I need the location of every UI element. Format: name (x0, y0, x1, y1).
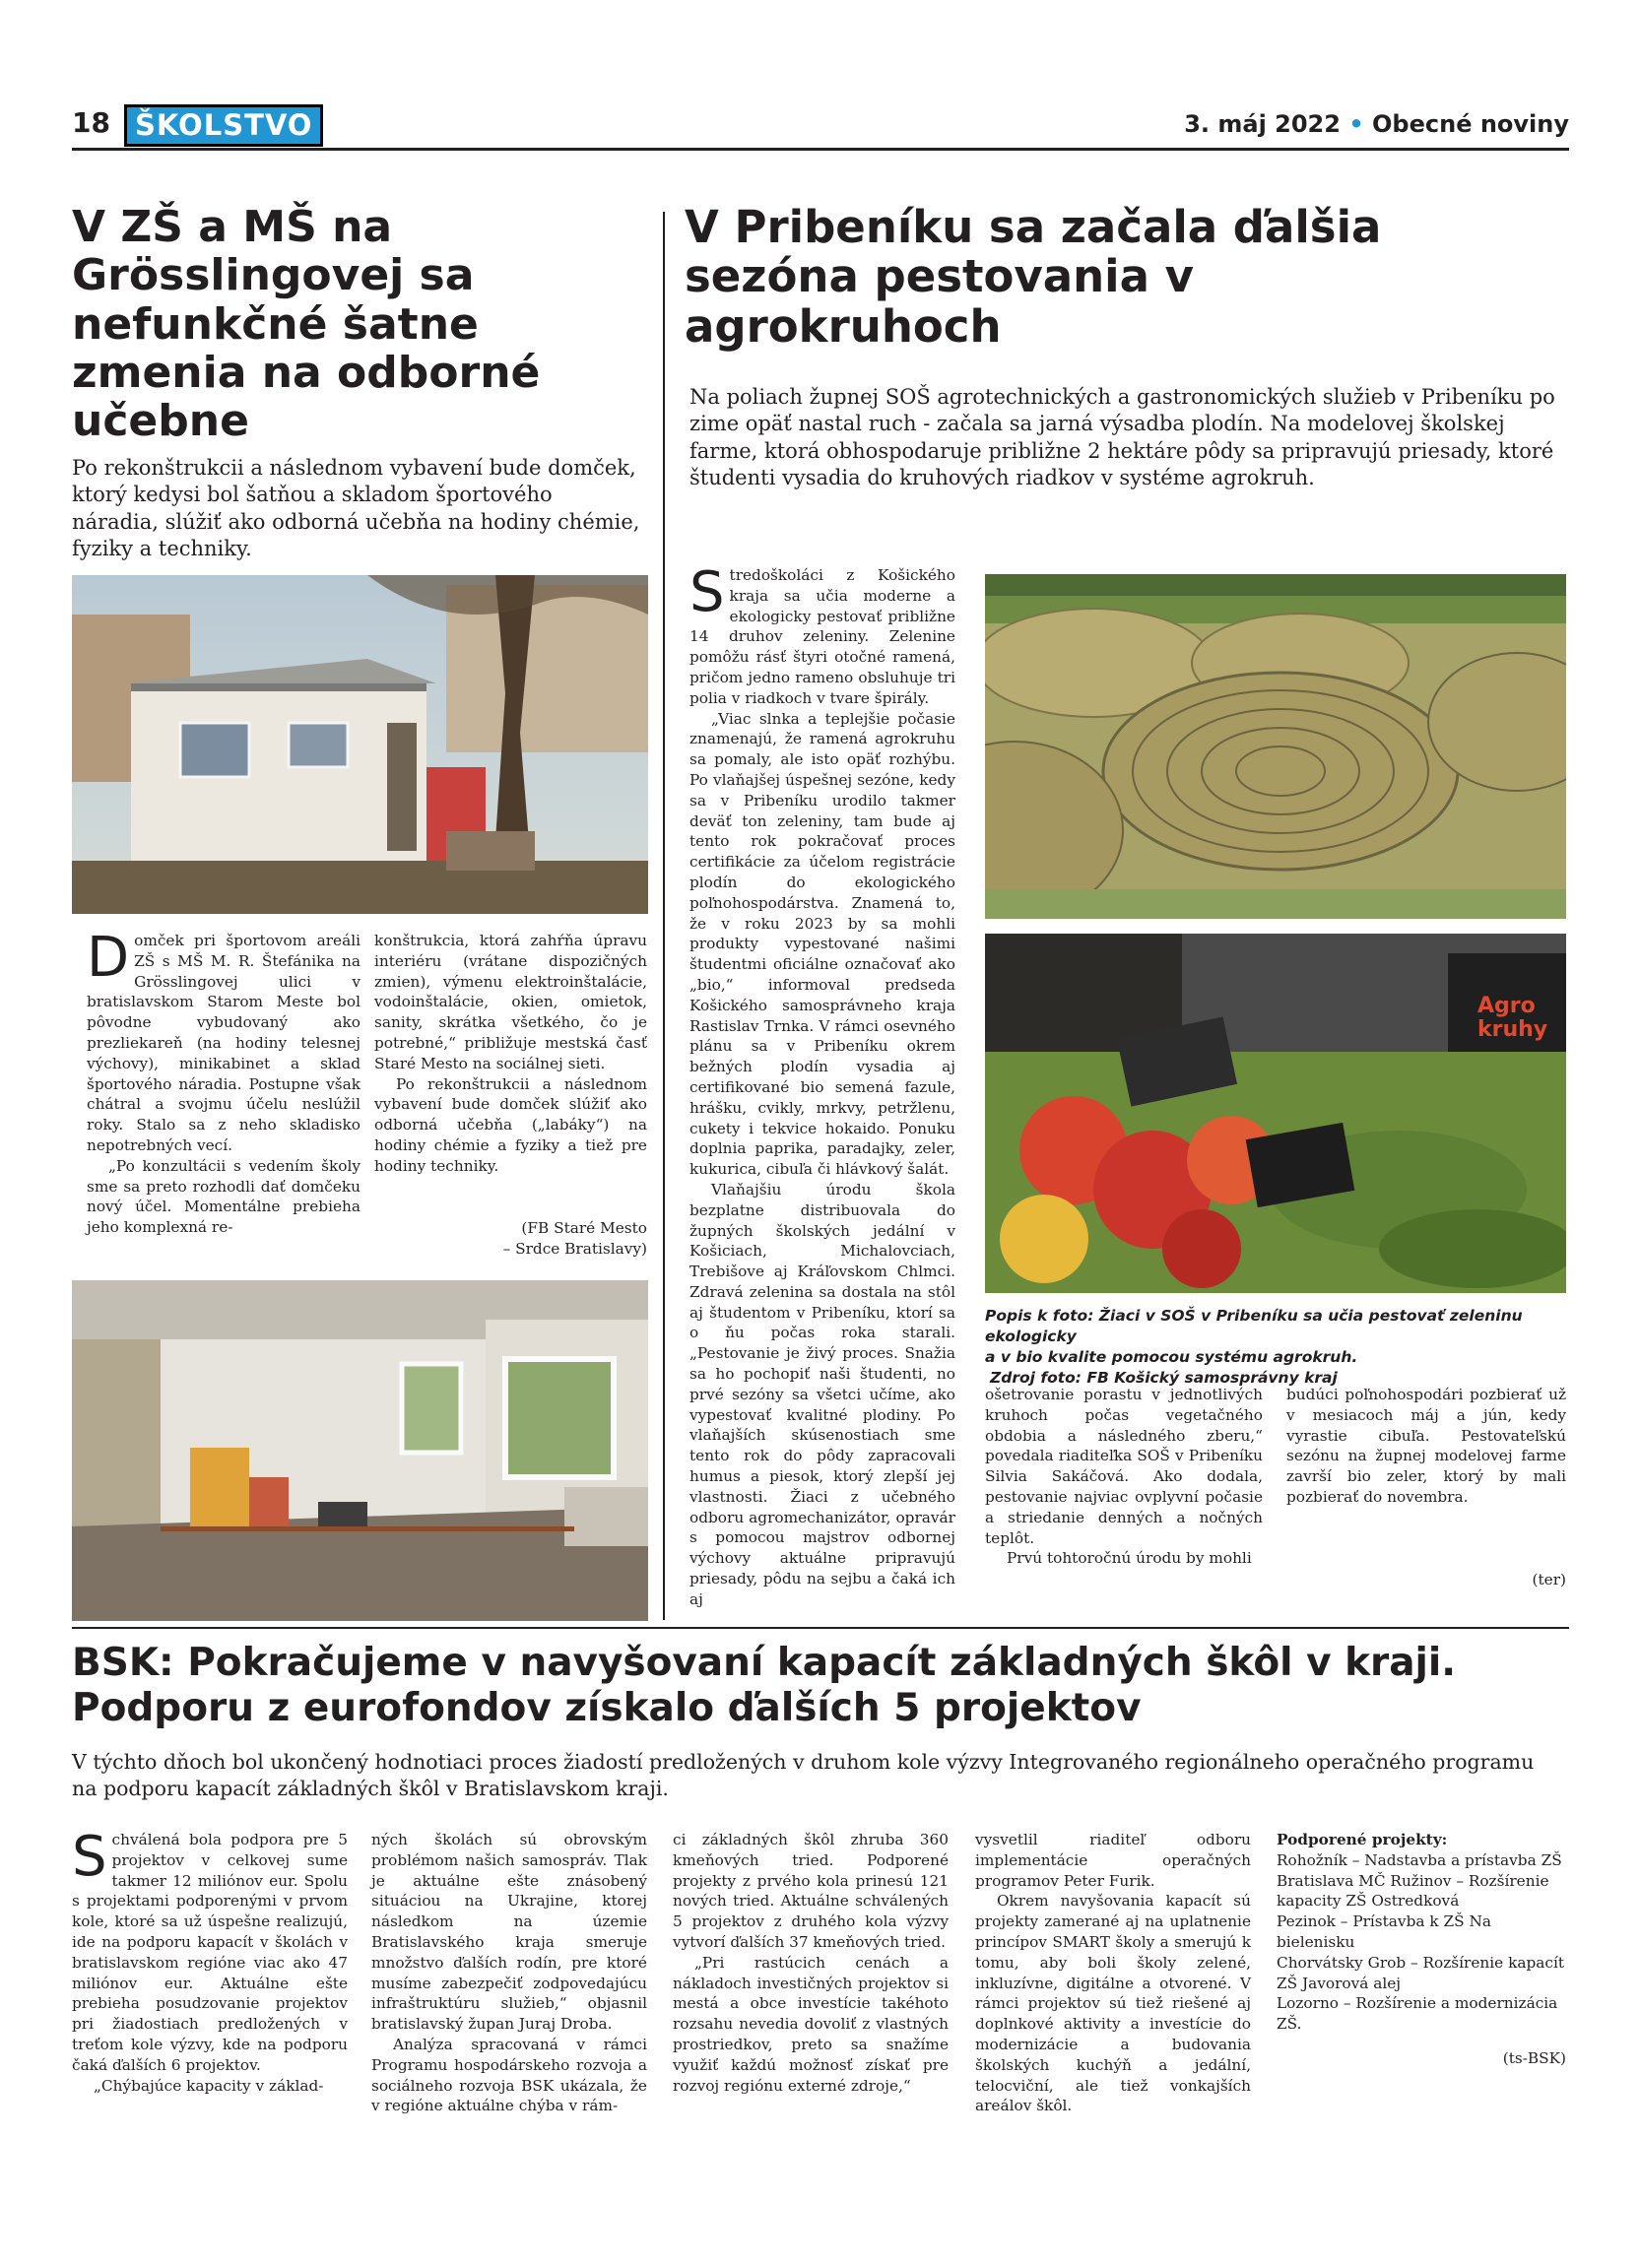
article2-paragraph3: Vlaňajšiu úrodu škola bezplatne distribuovala do župných školských jedální v Košiciach, Michalovciach, Trebišove aj Kráľovskom Chlmci. Zdravá zelenina sa dostala na stôl aj študentom v Pribeníku, ktorí sa o ňu počas roka starali. „Pestovanie je živý proces. Snažia sa ho pochopiť naši študenti, no prvé sezóny sa všetci učíme, ako vypestovať kvalitné plodiny. Po vlaňajších skúsenostiach sme tento rok do pôdy zapracovali humus a piesok, ktorý zlepší jej vlastnosti. Žiaci z učebného odboru agromechanizátor, opravár s pomocou majstrov odbornej výchovy aktuálne pripravujú priesady, pôdu na sejbu a čaká ich aj (689, 1180, 955, 1608)
article2-col2-paragraph2: Prvú tohtoročnú úrodu by mohli (1007, 1549, 1252, 1568)
article3-top-rule (72, 1627, 1569, 1629)
article2-headline: V Pribeníku sa začala ďalšia sezóna pestovania v agrokruhoch (685, 201, 1382, 353)
project-item: Chorvátsky Grob – Rozšírenie kapacít ZŠ Javorová alej (1277, 1953, 1564, 1992)
article2-paragraph2: „Viac slnka a teplejšie počasie znamenajú, že ramená agrokruhu sa pomaly, ale isto opäť rozhýbu. Po vlaňajšej úspešnej sezóne, kedy sa v Pribeníku urodilo takmer deväť ton zeleniny, tam bude aj tento rok pokračovať proces certifikácie za účelom registrácie plodín do ekologického poľnohospodárstva. Znamená to, že v roku 2023 by sa mohli produkty vypestované našimi študentmi oficiálne označovať ako „bio,“ informoval predseda Košického samosprávneho kraja Rastislav Trnka. V rámci osevného plánu sa v Pribeníku okrem bežných plodín vysadia aj certifikované bio semená fazule, hrášku, cvikly, mrkvy, petržlenu, cukety i tekvice hokaido. Ponuku doplnia paprika, paradajky, zeler, kukurica, cibuľa či hlávkový šalát. (689, 709, 955, 1179)
house-exterior-photo (72, 575, 648, 914)
caption-line1: Popis k foto: Žiaci v SOŠ v Pribeníku sa učia pestovať zeleninu ekologicky (985, 1307, 1523, 1345)
article3-column2 (371, 1830, 647, 2116)
article3-col1-paragraph1: chválená bola podpora pre 5 projektov v celkovej sume takmer 12 miliónov eur. Spolu s projektami podporenými v prvom kole, ktoré sa už úspešne realizujú, ide na podporu kapacít v školách v bratislavskom regióne viac ako 47 miliónov eur. Aktuálne ešte prebieha posudzovanie projektov pri žiadostiach predložených v treťom kole výzvy, kde na podporu čaká ďalších 6 projektov. (72, 1831, 348, 2074)
agrokruh-field-photo (985, 574, 1566, 919)
article3-col4-paragraph1: vysvetlil riaditeľ odboru implementácie operačných programov Peter Furik. (975, 1831, 1251, 1890)
article3-col1-paragraph2: „Chýbajúce kapacity v základ- (94, 2076, 324, 2095)
publication-name: Obecné noviny (1372, 110, 1569, 138)
article3-col3-paragraph2: „Pri rastúcich cenách a nákladoch investičných projektov si mestá a obce investície takéhoto rozsahu nevedia dovoliť z vlastných prostriedkov, preto sa snažíme využiť každú možnosť získať pre rozvoj regiónu externé zdroje,“ (673, 1953, 949, 2095)
article1-lead: Po rekonštrukcii a následnom vybavení bude domček, ktorý kedysi bol šatňou a skladom športového náradia, slúžiť ako odborná učebňa na hodiny chémie, fyziky a techniky. (72, 456, 640, 560)
article1-source-line1: (FB Staré Mesto (521, 1219, 647, 1237)
article2-column2 (985, 1385, 1263, 1569)
article2-column1 (689, 560, 955, 1610)
article3-col2-paragraph2: Analýza spracovaná v rámci Programu hospodárskeho rozvoja a sociálneho rozvoja BSK ukázala, že v regióne aktuálne chýba v rám- (371, 2035, 647, 2115)
article3-signature: (ts-BSK) (1502, 2048, 1566, 2067)
article2-lead: Na poliach župnej SOŠ agrotechnických a gastronomických služieb v Pribeníku po zime opäť nastal ruch - začala sa jarná výsadba plodín. Na modelovej školskej farme, ktorá obhospodaruje približne 2 hektáre pôdy sa pripravujú priesady, ktoré študenti vysadia do kruhových riadkov v systéme agrokruh. (689, 385, 1555, 489)
classroom-interior-photo (72, 1280, 648, 1621)
article1-column1 (87, 926, 361, 1238)
article3-lead: V týchto dňoch bol ukončený hodnotiaci proces žiadostí predložených v druhom kole výzvy Integrovaného regionálneho operačného programu na podporu kapacít základných škôl v Bratislavskom kraji. (72, 1750, 1535, 1800)
article3-col4-paragraph2: Okrem navyšovania kapacít sú projekty zamerané aj na uplatnenie princípov SMART školy a smerujú k tomu, aby boli školy zelené, inkluzívne, digitálne a otvorené. V rámci projektov sú tiež riešené aj doplnkové aktivity a investície do modernizácie a budovania školských kuchýň a jedální, telocviční, ale tiež vonkajších areálov škôl. (975, 1892, 1251, 2115)
article3-headline (72, 1641, 1569, 1731)
article2-dropcap: S (689, 560, 725, 624)
article1-headline: V ZŠ a MŠ na Grösslingovej sa nefunkčné šatne zmenia na odborné učebne (72, 202, 541, 447)
project-item: Rohožník – Nadstavba a prístavba ZŠ (1277, 1850, 1562, 1869)
page-number: 18 (72, 106, 110, 139)
article3-column4 (975, 1830, 1251, 2116)
dateline (1184, 110, 1569, 138)
article1-dropcap: D (87, 926, 130, 990)
article3-headline-line2: Podporu z eurofondov získalo ďalších 5 projektov (72, 1686, 1142, 1731)
header-rule (72, 148, 1569, 151)
article1-col1-paragraph1: omček pri športovom areáli ZŠ s MŠ M. R. Štefánika na Grösslingovej ulici v bratislavskom Starom Meste bol pôvodne vybudovaný ako prezliekareň (na hodiny telesnej výchovy), minikabinet a sklad športového náradia. Postupne však chátral a svojmu účelu neslúžil roky. Stalo sa z neho skladisko nepotrebných vecí. (87, 932, 361, 1154)
article2-col2-paragraph1: ošetrovanie porastu v jednotlivých kruhoch počas vegetačného obdobia a následného zberu,“ povedala riaditeľka SOŠ v Pribeníku Silvia Sakáčová. Ako dodala, pestovanie najviac ovplyvní počasie a striedanie denných a nočných teplôt. (985, 1386, 1263, 1547)
separator-dot: • (1348, 110, 1364, 138)
article3-col2-paragraph1: ných školách sú obrovským problémom našich samospráv. Tlak je aktuálne ešte znásobený situáciou na Ukrajine, ktorej následkom na územie Bratislavského kraja smeruje množstvo ďalších rodín, pre ktoré musíme zabezpečiť zodpovedajúcu infraštruktúru služieb,“ objasnil bratislavský župan Juraj Droba. (371, 1831, 647, 2034)
agrokruhy-sign-text: Agro (1477, 994, 1536, 1018)
vegetables-photo (985, 934, 1566, 1293)
project-item: Lozorno – Rozšírenie a modernizácia ZŠ. (1277, 1994, 1558, 2034)
article3-projects-box (1277, 1830, 1566, 2069)
article3-column1 (72, 1825, 348, 2096)
article2-col3-paragraph1: budúci poľnohospodári pozbierať už v mesiacoch máj a jún, kedy vyrastie cibuľa. Pestovateľskú sezónu na župnej modelovej farme završí bio zeler, ktorý by mali pozbierať do novembra. (1286, 1386, 1566, 1506)
caption-line3: Zdroj foto: FB Košický samosprávny kraj (990, 1368, 1338, 1387)
article1-source (374, 1218, 647, 1260)
page-header (72, 106, 1569, 148)
project-item: Bratislava MČ Ružinov – Rozšírenie kapacity ZŠ Ostredková (1277, 1871, 1549, 1911)
project-item: Pezinok – Prístavba k ZŠ Na bielenisku (1277, 1912, 1491, 1951)
article3-headline-line1: BSK: Pokračujeme v navyšovaní kapacít základných škôl v kraji. (72, 1641, 1457, 1685)
projects-title: Podporené projekty: (1277, 1831, 1448, 1848)
column-divider (663, 212, 665, 1620)
agrokruhy-sign-text2: kruhy (1477, 1017, 1548, 1042)
article2-signature: (ter) (1532, 1571, 1566, 1588)
article1-column2 (374, 931, 647, 1177)
article1-source-line2: – Srdce Bratislavy) (502, 1239, 647, 1258)
article2-column3 (1286, 1385, 1566, 1508)
article1-col2-paragraph1: konštrukcia, ktorá zahŕňa úpravu interiéru (vrátane dispozičných zmien), výmenu elektroinštalácie, vodoinštalácie, okien, omietok, sanity, skrátka všetkého, čo je potrebné,“ približuje mestská časť Staré Mesto na sociálnej sieti. (374, 932, 647, 1072)
section-label: ŠKOLSTVO (124, 104, 323, 147)
issue-date: 3. máj 2022 (1184, 110, 1341, 138)
photo-caption (985, 1306, 1566, 1389)
article3-dropcap: S (72, 1825, 107, 1889)
article3-column3 (673, 1830, 949, 2096)
article1-col2-paragraph2: Po rekonštrukcii a následnom vybavení bude domček slúžiť ako odborná učebňa („labáky“) na hodiny chémie a fyziky a tiež pre hodiny techniky. (374, 1074, 647, 1175)
article3-col3-paragraph1: ci základných škôl zhruba 360 kmeňových tried. Podporené projekty z prvého kola prinesú 121 nových tried. Aktuálne schválených 5 projektov z druhého kola výzvy vytvorí ďalších 37 kmeňových tried. (673, 1831, 949, 1951)
article1-col1-paragraph2: „Po konzultácii s vedením školy sme sa preto rozhodli dať domčeku nový účel. Momentálne prebieha jeho komplexná re- (87, 1156, 361, 1237)
caption-line2: a v bio kvalite pomocou systému agrokruh. (985, 1347, 1358, 1366)
article2-paragraph1: tredoškoláci z Košického kraja sa učia moderne a ekologicky pestovať približne 14 druhov zeleniny. Zelenine pomôžu rásť štyri otočné ramená, pričom jedno rameno obsluhuje tri polia v riadkoch v tvare špirály. (689, 566, 955, 707)
